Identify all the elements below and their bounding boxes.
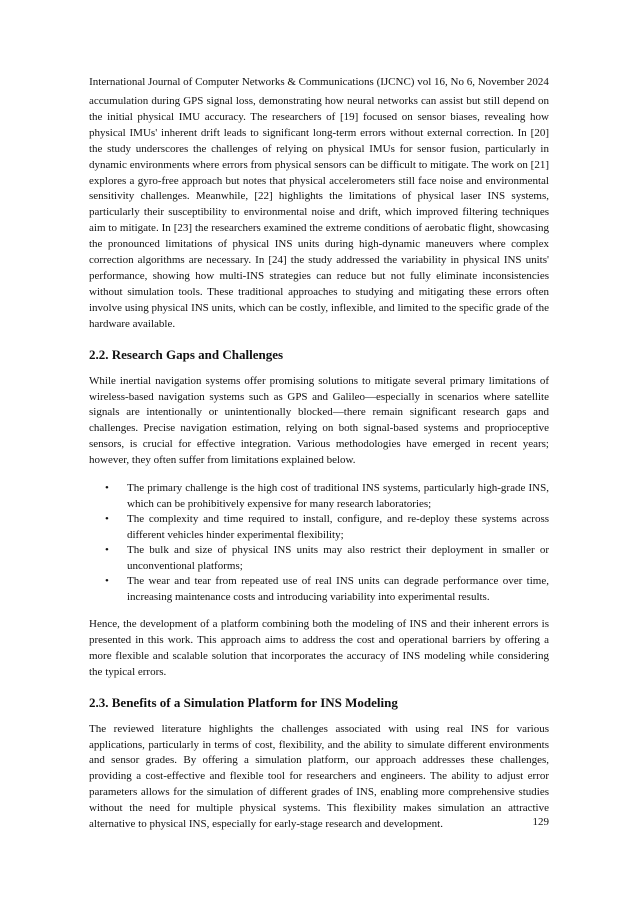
paragraph-platform-proposal: Hence, the development of a platform combining both the modeling of INS and their inherent errors is presented in this work. This approach aims to address the cost and operational barriers by offering a more flexible and scalable solution that incorporates the accuracy of INS modeling while considering the typical errors. (89, 618, 549, 678)
paragraph-related-work: accumulation during GPS signal loss, demonstrating how neural networks can assist but still depend on the initial physical IMU accuracy. The researchers of [19] focused on sensor biases, revealing how physical IMUs' inherent drift leads to significant long-term errors without external correction. In [20] the study underscores the challenges of relying on physical IMUs for sensor fusion, particularly in dynamic environments where errors from physical sensors can be difficult to mitigate. The work on [21] explores a gyro-free approach but notes that physical accelerometers still face noise and environmental sensitivity challenges. Meanwhile, [22] highlights the limitations of physical laser INS systems, particularly their susceptibility to environmental noise and drift, which improved filtering techniques aim to mitigate. In [23] the researchers examined the extreme conditions of aerobatic flight, showcasing the pronounced limitations of physical INS units during high-dynamic maneuvers where complex correction algorithms are necessary. In [24] the study addressed the variability in physical INS units' performance, showing how multi-INS strategies can reduce but not fully eliminate inconsistencies without simulation tools. These traditional approaches to studying and mitigating these errors often involve using physical INS units, which can be costly, inflexible, and limited to the specific grade of the hardware available. (89, 95, 549, 330)
list-item (105, 543, 549, 574)
list-item (105, 481, 549, 512)
section-heading-research-gaps: 2.2. Research Gaps and Challenges (89, 346, 284, 362)
list-item-text: The primary challenge is the high cost of traditional INS systems, particularly high-grade INS, which can be prohibitively expensive for many research laboratories; (127, 482, 549, 510)
page-content (89, 94, 549, 833)
paragraph-research-gaps: While inertial navigation systems offer promising solutions to mitigate several primary limitations of wireless-based navigation systems such as GPS and Galileo—especially in scenarios where satellite signals are intentionally or unintentionally blocked—there remain significant research gaps and challenges. Precise navigation estimation, relying on both signal-based systems and proprioceptive sensors, is crucial for effective integration. Various methodologies have emerged in recent years; however, they often suffer from limitations explained below. (89, 374, 549, 467)
bullet-icon: • (105, 482, 109, 495)
journal-header: International Journal of Computer Networks & Communications (IJCNC) vol 16, No 6, November 2024 (89, 76, 549, 88)
list-item (105, 512, 549, 543)
list-item-text: The bulk and size of physical INS units may also restrict their deployment in smaller or unconventional platforms; (127, 544, 549, 572)
section-heading-simulation-benefits: 2.3. Benefits of a Simulation Platform for INS Modeling (89, 694, 398, 710)
bullet-icon: • (105, 544, 109, 557)
list-item (105, 574, 549, 605)
list-item-text: The wear and tear from repeated use of real INS units can degrade performance over time, increasing maintenance costs and introducing variability into experimental results. (127, 575, 549, 603)
list-item-text: The complexity and time required to install, configure, and re-deploy these systems across different vehicles hinder experimental flexibility; (127, 513, 549, 541)
bullet-icon: • (105, 513, 109, 526)
page-number: 129 (532, 816, 549, 828)
bullet-icon: • (105, 575, 109, 588)
paragraph-simulation-benefits: The reviewed literature highlights the challenges associated with using real INS for various applications, particularly in terms of cost, flexibility, and the ability to simulate different environments and sensor grades. By offering a simulation platform, our approach addresses these challenges, providing a cost-effective and flexible tool for researchers and engineers. The ability to adjust error parameters allows for the simulation of different grades of INS, enabling more comprehensive studies without the need for multiple physical systems. This flexibility makes simulation an attractive alternative to physical INS, especially for early-stage research and development. (89, 722, 549, 831)
limitations-list (89, 481, 549, 605)
